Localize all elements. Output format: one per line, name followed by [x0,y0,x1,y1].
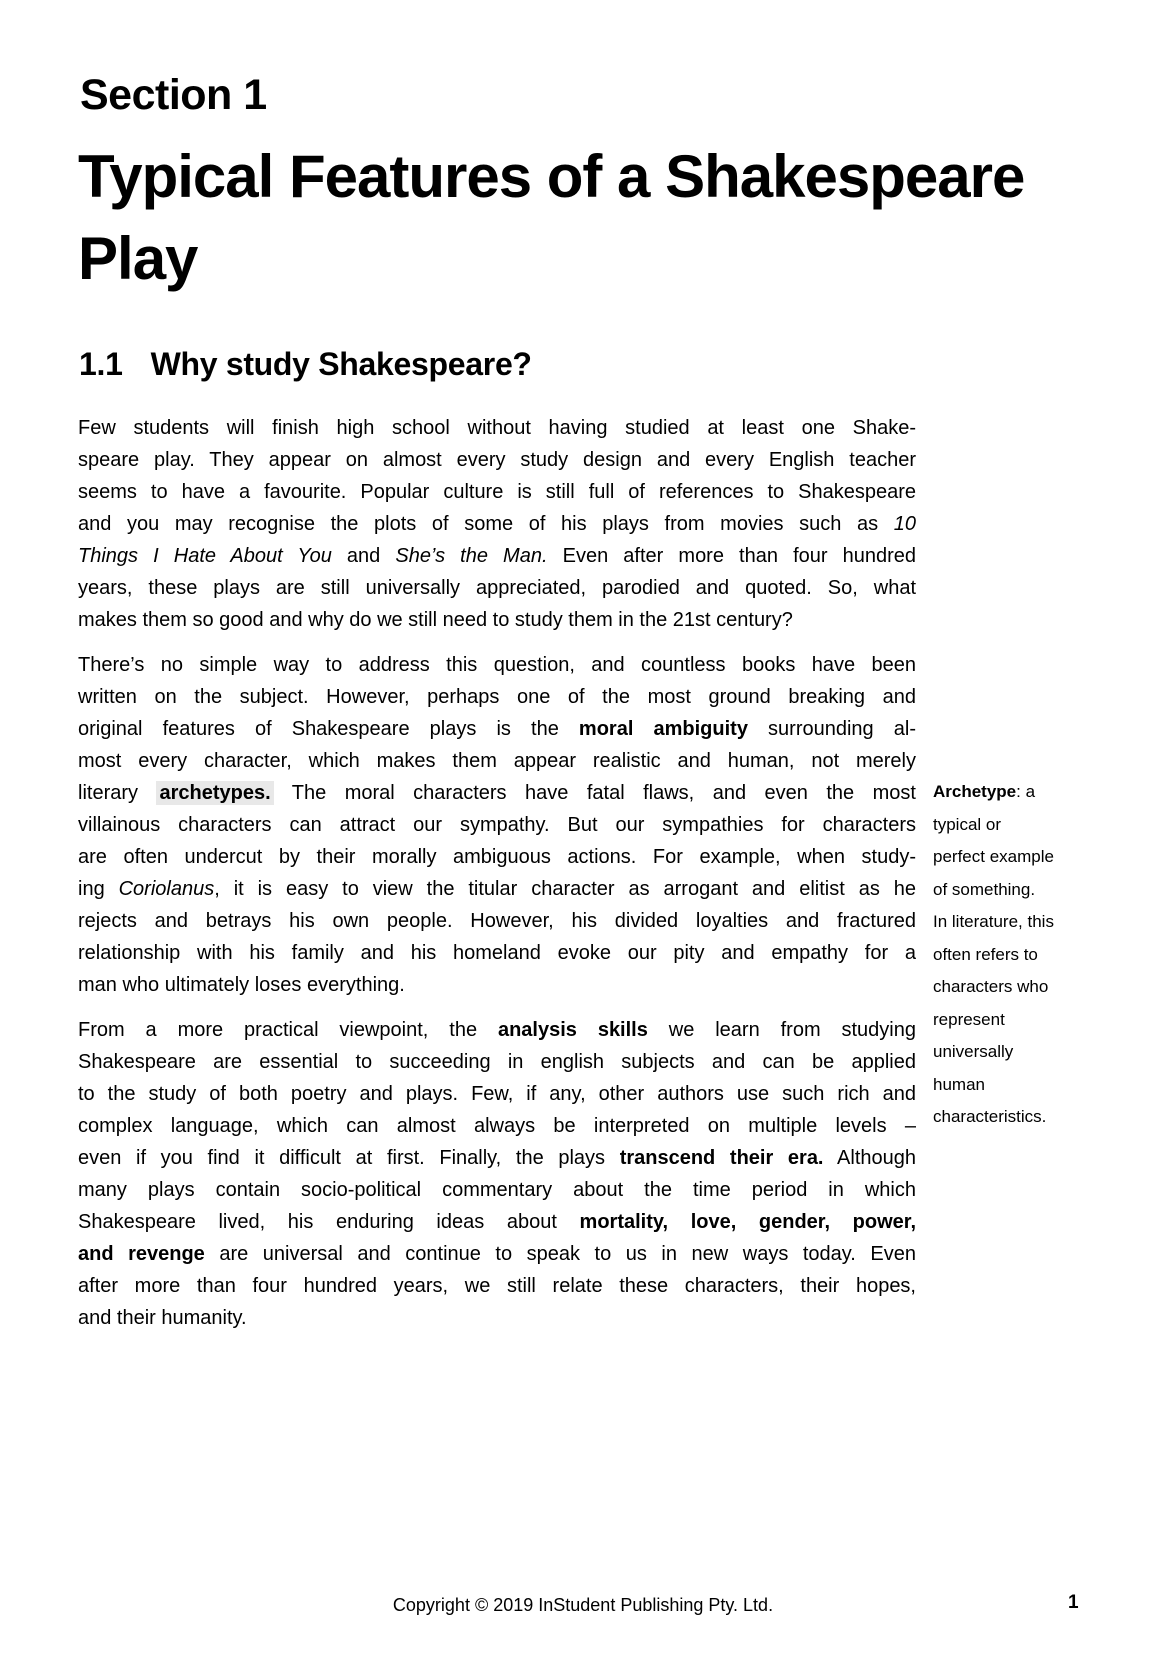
body-paragraph [78,1014,916,1334]
body-line [78,412,916,444]
body-line [78,745,916,777]
text-run: ing [78,878,119,900]
margin-note-line [933,874,1098,907]
text-run: characters who [933,977,1049,996]
text-run: rejects and betrays his own people. However, his divided loyalties and fractured [78,910,916,932]
text-run: represent [933,1009,1005,1029]
chapter-title [78,136,1024,300]
text-run: The moral characters have fatal flaws, and even the most [273,782,916,804]
text-run: seems to have a favourite. Popular culture is still full of references to Shakespeare [78,481,916,503]
text-run: She’s the Man. [395,545,548,567]
margin-note-line [933,939,1098,972]
body-line [78,1110,916,1142]
text-run: often refers to [933,944,1038,964]
text-run: speare play. They appear on almost every study design and every English teacher [78,449,916,471]
footer-copyright: Copyright © 2019 InStudent Publishing Pty. Ltd. [392,1595,774,1615]
text-run: man who ultimately loses everything. [78,974,405,996]
glossary-term-highlight: archetypes. [156,781,273,805]
text-run: surrounding al- [747,718,916,740]
text-run: Although [823,1147,916,1169]
text-run: are universal and continue to speak to us in new ways today. Even [204,1243,916,1265]
text-run: makes them so good and why do we still need to study them in the 21st century? [78,609,793,631]
text-run: From a more practical viewpoint, the [78,1019,498,1041]
text-run: and revenge [78,1243,205,1265]
margin-note-line [933,776,1098,809]
text-run: and you may recognise the plots of some of his plays from movies such as [78,513,894,535]
body-line [78,604,916,636]
margin-note-line [933,906,1098,939]
text-run: moral ambiguity [578,718,748,740]
text-run: villainous characters can attract our sympathy. But our sympathies for characters [78,814,916,836]
body-line [78,1206,916,1238]
margin-note-line [933,1036,1098,1069]
text-run: human [933,1074,985,1094]
text-run: characteristics. [933,1107,1047,1126]
margin-note-line [933,1101,1098,1134]
body-line [78,1238,916,1270]
body-text [78,412,916,1347]
margin-note-line [933,841,1098,874]
body-line [78,1174,916,1206]
margin-note-line [933,1004,1098,1037]
text-run: original features of Shakespeare plays is the [78,718,579,740]
text-run: years, these plays are still universally appreciated, parodied and quoted. So, what [78,577,916,599]
text-run: , it is easy to view the titular character as arrogant and elitist as he [214,878,916,900]
text-run: of something. [933,879,1036,899]
text-run: to the study of both poetry and plays. Few, if any, other authors use such rich and [78,1083,916,1105]
text-run: typical or [933,814,1002,834]
chapter-title-line-1: Typical Features of a Shakespeare [78,143,1025,210]
body-line [78,713,916,745]
text-run: Archetype [933,782,1017,801]
body-line [78,540,916,572]
text-run: mortality, love, gender, power, [579,1211,916,1233]
body-line [78,1270,916,1302]
text-run: even if you find it difficult at first. Finally, the plays [78,1147,620,1169]
subsection-heading [79,344,532,384]
margin-note-line [933,971,1098,1004]
margin-note [933,776,1098,1134]
chapter-title-line-2: Play [78,225,198,292]
text-run: analysis skills [497,1019,648,1041]
body-line [78,905,916,937]
text-run: many plays contain socio-political commentary about the time period in which [78,1179,916,1201]
text-run: and their humanity. [78,1307,247,1329]
page-number: 1 [1068,1592,1079,1613]
body-line [78,1142,916,1174]
body-line [78,937,916,969]
body-line [78,809,916,841]
body-line [78,841,916,873]
body-line [78,873,916,905]
body-line [78,572,916,604]
body-line [78,649,916,681]
text-run: 10 [893,513,916,535]
text-run: Things I Hate About You [78,545,332,567]
section-label: Section 1 [80,71,267,119]
body-line [78,1046,916,1078]
body-line [78,476,916,508]
text-run: : a [1016,782,1036,801]
body-line [78,1078,916,1110]
body-paragraph [78,412,916,636]
body-line [78,969,916,1001]
text-run: after more than four hundred years, we still relate these characters, their hopes, [78,1275,916,1297]
subsection-number: 1.1 [79,346,123,382]
text-run: Shakespeare lived, his enduring ideas about [78,1211,580,1233]
text-run: perfect example [933,847,1054,866]
body-line [78,444,916,476]
text-run: complex language, which can almost always be interpreted on multiple levels – [78,1115,916,1137]
text-run: universally [933,1042,1014,1061]
text-run: There’s no simple way to address this question, and countless books have been [78,654,916,676]
text-run: Shakespeare are essential to succeeding in english subjects and can be applied [78,1051,916,1073]
body-line [78,777,916,809]
text-run: we learn from studying [647,1019,916,1041]
margin-note-line [933,809,1098,842]
margin-note-line [933,1069,1098,1102]
text-run: Coriolanus [118,878,215,900]
text-run: and [331,545,396,567]
body-paragraph [78,649,916,1001]
text-run: transcend their era. [619,1147,824,1169]
body-line [78,681,916,713]
text-run: are often undercut by their morally ambiguous actions. For example, when study- [78,846,916,868]
text-run: literary [78,782,157,804]
text-run: written on the subject. However, perhaps one of the most ground breaking and [78,686,916,708]
body-line [78,1302,916,1334]
body-line [78,508,916,540]
text-run: Few students will finish high school without having studied at least one Shake- [78,417,916,439]
subsection-title: Why study Shakespeare? [150,346,532,382]
text-run: In literature, this [933,912,1054,931]
text-run: most every character, which makes them appear realistic and human, not merely [78,750,916,772]
text-run: relationship with his family and his homeland evoke our pity and empathy for a [78,942,916,964]
text-run: Even after more than four hundred [547,545,917,567]
body-line [78,1014,916,1046]
